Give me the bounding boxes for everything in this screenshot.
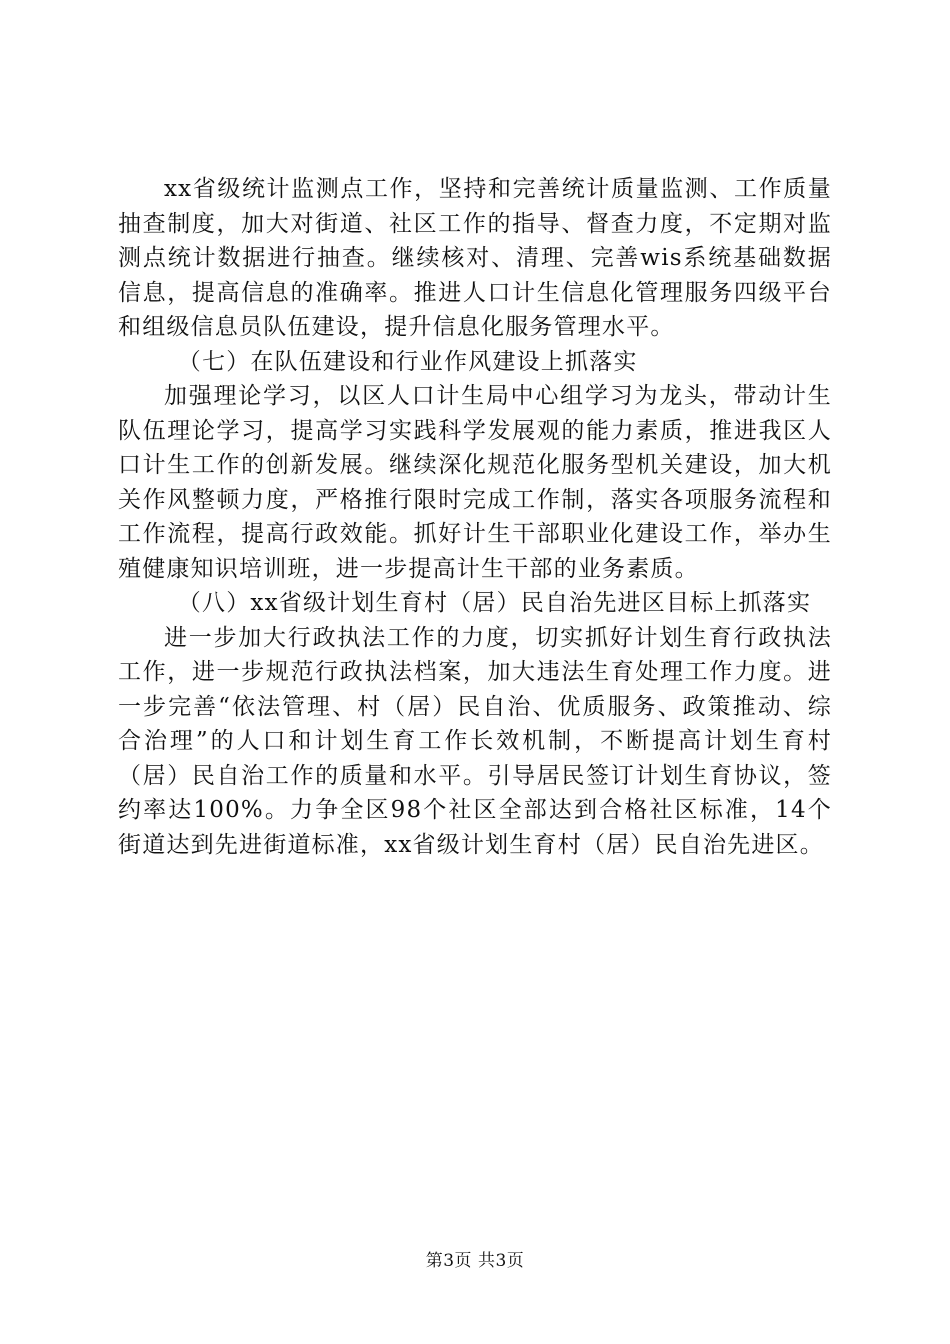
section-heading-7: （七）在队伍建设和行业作风建设上抓落实 [177,348,638,375]
paragraph-law-enforcement: 进一步加大行政执法工作的力度，切实抓好计划生育行政执法工作，进一步规范行政执法档案，加大违法生育处理工作力度。进一步完善“依法管理、村（居）民自治、优质服务、政策推动、综合治理”的人口和计划生育工作长效机制，不断提高计划生育村（居）民自治工作的质量和水平。引导居民签订计划生育协议，签约率达100%。力争全区98个社区全部达到合格社区标准，14个街道达到先进街道标准，xx省级计划生育村（居）民自治先进区。 [118,624,832,858]
document-body [118,172,832,862]
page-number-footer: 第3页 共3页 [425,1251,525,1271]
paragraph-team-building: 加强理论学习，以区人口计生局中心组学习为龙头，带动计生队伍理论学习，提高学习实践科学发展观的能力素质，推进我区人口计生工作的创新发展。继续深化规范化服务型机关建设，加大机关作风整顿力度，严格推行限时完成工作制，落实各项服务流程和工作流程，提高行政效能。抓好计生干部职业化建设工作，举办生殖健康知识培训班，进一步提高计生干部的业务素质。 [118,383,832,582]
paragraph-monitoring: xx省级统计监测点工作，坚持和完善统计质量监测、工作质量抽查制度，加大对街道、社区工作的指导、督查力度，不定期对监测点统计数据进行抽查。继续核对、清理、完善wis系统基础数据信息，提高信息的准确率。推进人口计生信息化管理服务四级平台和组级信息员队伍建设，提升信息化服务管理水平。 [118,176,832,340]
section-heading-8: （八）xx省级计划生育村（居）民自治先进区目标上抓落实 [177,590,812,616]
